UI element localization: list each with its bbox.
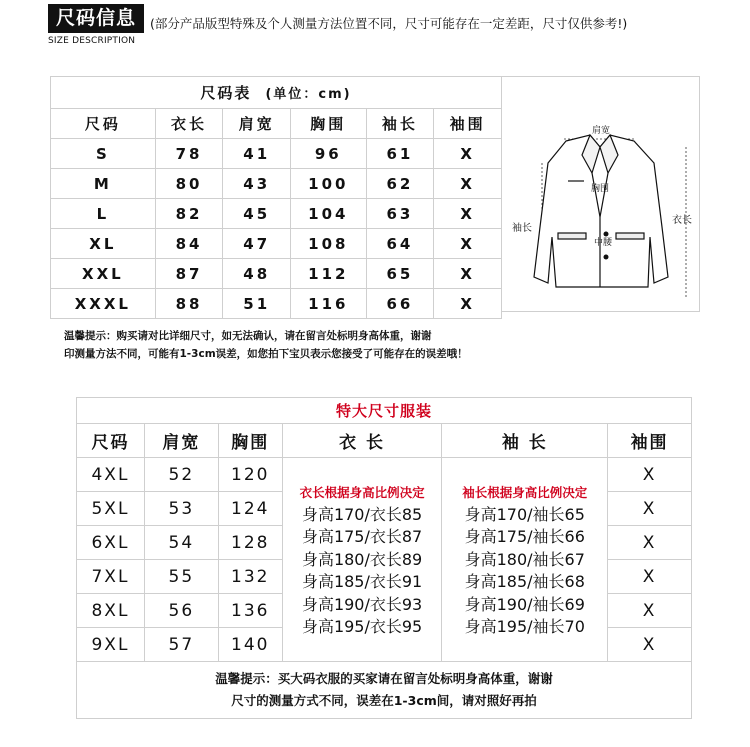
table-cell: XXXL	[51, 289, 156, 319]
table-cell: 64	[366, 229, 434, 259]
table-row	[51, 169, 502, 199]
table-row	[77, 458, 692, 492]
table-cell: X	[608, 492, 692, 526]
table-cell: XL	[51, 229, 156, 259]
column-header: 衣 长	[282, 424, 442, 458]
table-cell: 62	[366, 169, 434, 199]
table-cell: X	[608, 560, 692, 594]
table-cell: 120	[218, 458, 282, 492]
table-cell: 52	[144, 458, 218, 492]
table-cell: 87	[155, 259, 223, 289]
column-header: 尺码	[51, 109, 156, 139]
list-item: 身高180/袖长67	[464, 549, 585, 569]
table-cell: 65	[366, 259, 434, 289]
button-icon	[604, 232, 609, 237]
list-item: 身高185/袖长68	[464, 572, 585, 591]
size-table	[50, 76, 502, 319]
table-cell: 4XL	[77, 458, 145, 492]
length-rule: 衣长根据身高比例决定	[299, 484, 425, 500]
column-header: 肩宽	[223, 109, 291, 139]
table-cell: 54	[144, 526, 218, 560]
table-row	[51, 229, 502, 259]
length-by-height-cell	[282, 458, 442, 662]
table-cell: S	[51, 139, 156, 169]
table-cell: X	[608, 594, 692, 628]
size-table-title-text: 尺码表	[200, 84, 252, 102]
label-shoulder: 肩宽	[592, 126, 611, 136]
table-cell: 124	[218, 492, 282, 526]
table-cell: 53	[144, 492, 218, 526]
table-row	[51, 199, 502, 229]
footer-line-2: 尺寸的测量方式不同，误差在1-3cm间，请对照好再拍	[231, 693, 537, 708]
list-item: 身高195/袖长70	[464, 617, 585, 636]
table-row	[51, 289, 502, 319]
reminder-line-1: 温馨提示：购买请对比详细尺寸，如无法确认，请在留言处标明身高体重，谢谢	[64, 330, 432, 342]
column-header: 胸围	[291, 109, 367, 139]
table-cell: 128	[218, 526, 282, 560]
plus-size-title-row	[77, 398, 692, 424]
table-cell: 61	[366, 139, 434, 169]
table-row	[51, 139, 502, 169]
table-cell: X	[434, 229, 502, 259]
table-cell: 55	[144, 560, 218, 594]
table-cell: 51	[223, 289, 291, 319]
table-cell: 66	[366, 289, 434, 319]
jacket-illustration	[502, 77, 700, 313]
table-cell: 136	[218, 594, 282, 628]
table-cell: 112	[291, 259, 367, 289]
table-cell: 78	[155, 139, 223, 169]
list-item: 身高175/衣长87	[301, 527, 423, 546]
table-cell: 108	[291, 229, 367, 259]
disclaimer-note: (部分产品版型特殊及个人测量方法位置不同，尺寸可能存在一定差距，尺寸仅供参考!)	[150, 16, 628, 31]
table-cell: 57	[144, 628, 218, 662]
sleeve-rule: 袖长根据身高比例决定	[462, 484, 588, 500]
table-row	[51, 259, 502, 289]
table-cell: X	[608, 526, 692, 560]
list-item: 身高180/衣长89	[301, 549, 423, 569]
table-cell: 63	[366, 199, 434, 229]
label-chest: 胸围	[591, 184, 610, 194]
sleeve-by-height-cell	[442, 458, 608, 662]
table-cell: X	[608, 458, 692, 492]
table-cell: X	[608, 628, 692, 662]
button-icon	[604, 255, 609, 260]
plus-size-header-row	[77, 424, 692, 458]
table-cell: X	[434, 289, 502, 319]
column-header: 袖 长	[442, 424, 608, 458]
table-cell: 43	[223, 169, 291, 199]
table-cell: 140	[218, 628, 282, 662]
list-item: 身高170/袖长65	[464, 504, 585, 524]
table-cell: 45	[223, 199, 291, 229]
jacket-diagram	[502, 76, 700, 312]
table-cell: 48	[223, 259, 291, 289]
table-cell: XXL	[51, 259, 156, 289]
plus-size-footer-note	[77, 662, 692, 719]
plus-size-table	[76, 397, 692, 719]
table-cell: 56	[144, 594, 218, 628]
list-item: 身高175/袖长66	[464, 527, 585, 546]
table-cell: 88	[155, 289, 223, 319]
list-item: 身高185/衣长91	[301, 572, 423, 591]
list-item: 身高195/衣长95	[301, 617, 423, 636]
table-cell: X	[434, 139, 502, 169]
list-item: 身高170/衣长85	[301, 504, 423, 524]
plus-size-table-title: 特大尺寸服装	[77, 398, 692, 424]
footer-line-1: 温馨提示：买大码衣服的买家请在留言处标明身高体重，谢谢	[215, 671, 553, 686]
size-table-title	[51, 77, 502, 109]
label-length: 衣长	[672, 215, 692, 226]
table-cell: 132	[218, 560, 282, 594]
column-header: 胸围	[218, 424, 282, 458]
table-cell: 116	[291, 289, 367, 319]
column-header: 袖围	[608, 424, 692, 458]
table-cell: X	[434, 259, 502, 289]
table-cell: 8XL	[77, 594, 145, 628]
list-item: 身高190/衣长93	[301, 594, 423, 614]
size-table-title-row	[51, 77, 502, 109]
column-header: 衣长	[155, 109, 223, 139]
table-cell: 47	[223, 229, 291, 259]
table-cell: 96	[291, 139, 367, 169]
column-header: 袖围	[434, 109, 502, 139]
table-cell: 82	[155, 199, 223, 229]
section-title: 尺码信息	[48, 4, 144, 33]
list-item: 身高190/袖长69	[464, 594, 585, 614]
table-cell: 104	[291, 199, 367, 229]
table-cell: L	[51, 199, 156, 229]
table-cell: 100	[291, 169, 367, 199]
table-cell: 7XL	[77, 560, 145, 594]
table-cell: X	[434, 199, 502, 229]
column-header: 袖长	[366, 109, 434, 139]
table-cell: 6XL	[77, 526, 145, 560]
table-cell: 84	[155, 229, 223, 259]
table-cell: M	[51, 169, 156, 199]
column-header: 肩宽	[144, 424, 218, 458]
reminder-line-2: 印测量方法不同，可能有1-3cm误差，如您拍下宝贝表示您接受了可能存在的误差哦！	[64, 348, 468, 360]
size-table-header-row	[51, 109, 502, 139]
table-cell: 80	[155, 169, 223, 199]
table-cell: X	[434, 169, 502, 199]
label-sleeve: 袖长	[512, 223, 532, 234]
section-subtitle: SIZE DESCRIPTION	[48, 36, 136, 46]
table-cell: 41	[223, 139, 291, 169]
table-cell: 5XL	[77, 492, 145, 526]
plus-size-footer-row	[77, 662, 692, 719]
column-header: 尺码	[77, 424, 145, 458]
reminder-note	[64, 327, 468, 363]
table-cell: 9XL	[77, 628, 145, 662]
size-table-unit: (单位：cm)	[265, 87, 352, 102]
label-waist: 中腰	[594, 238, 613, 248]
